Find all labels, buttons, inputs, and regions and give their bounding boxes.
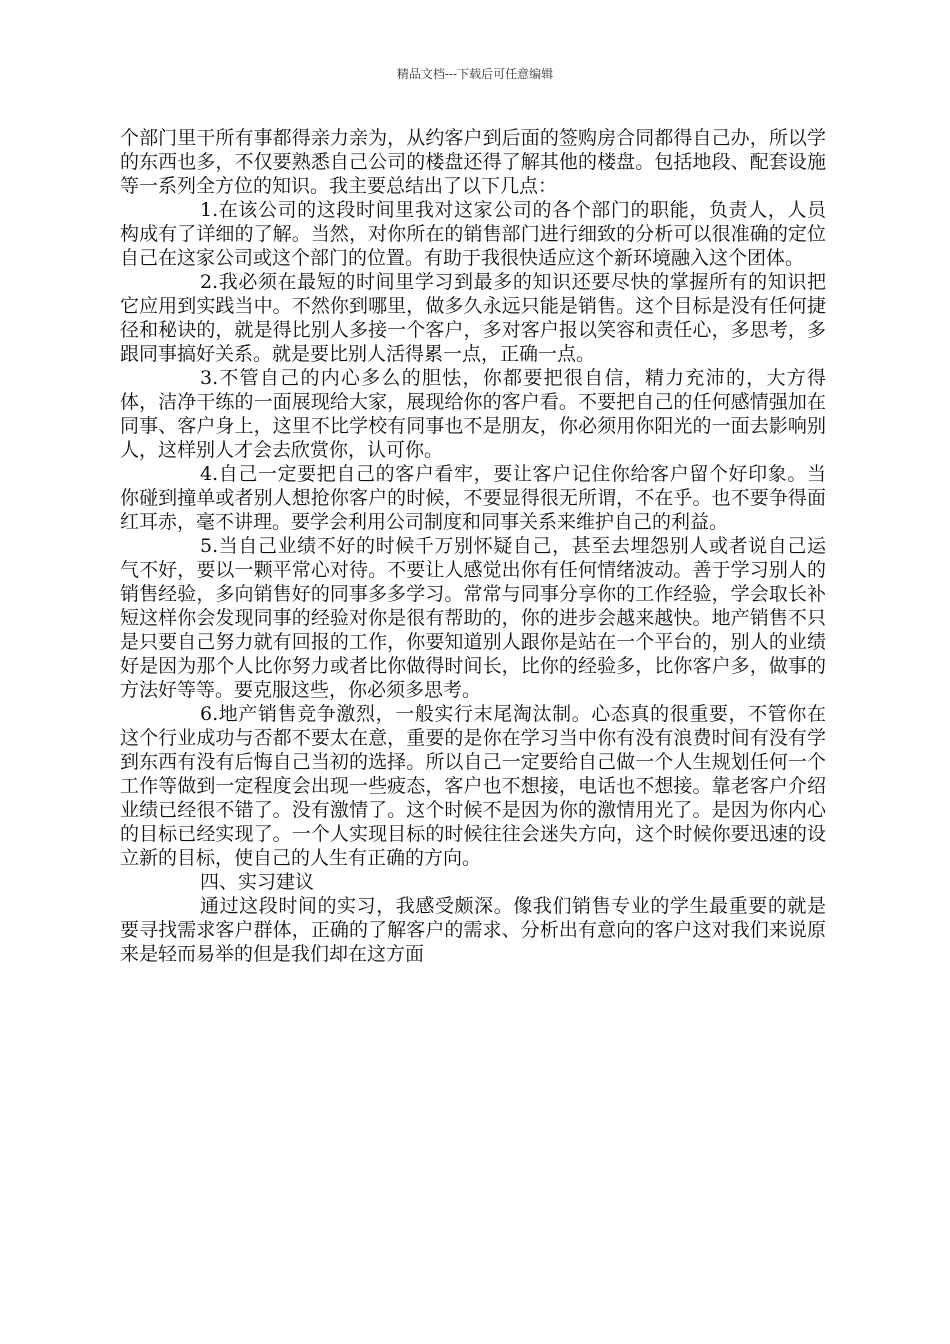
paragraph-point-3: 3.不管自己的内心多么的胆怯，你都要把很自信，精力充沛的，大方得体，洁净干练的一面展现给大家，展现给你的客户看。不要把自己的任何感情强加在同事、客户身上，这里不比学校有同事也不是朋友，你必须用你阳光的一面去影响别人，这样别人才会去欣赏你，认可你。 xyxy=(120,367,826,461)
paragraph-point-1: 1.在该公司的这段时间里我对这家公司的各个部门的职能，负责人，人员构成有了详细的了解。当然，对你所在的销售部门进行细致的分析可以很准确的定位自己在这家公司或这个部门的位置。有助于我很快适应这个新环境融入这个团体。 xyxy=(120,199,826,269)
paragraph-point-6: 6.地产销售竞争激烈，一般实行末尾淘汰制。心态真的很重要，不管你在这个行业成功与否都不要太在意，重要的是你在学习当中你有没有浪费时间有没有学到东西有没有后悔自己当初的选择。所以自己一定要给自己做一个人生规划任何一个工作等做到一定程度会出现一些疲态，客户也不想接，电话也不想接。靠老客户介绍业绩已经很不错了。没有激情了。这个时候不是因为你的激情用光了。是因为你内心的目标已经实现了。一个人实现目标的时候往往会迷失方向，这个时候你要迅速的设立新的目标，使自己的人生有正确的方向。 xyxy=(120,703,826,869)
paragraph-point-5: 5.当自己业绩不好的时候千万别怀疑自己，甚至去埋怨别人或者说自己运气不好，要以一颗平常心对待。不要让人感觉出你有任何情绪波动。善于学习别人的销售经验，多向销售好的同事多多学习。常常与同事分享你的工作经验，学会取长补短这样你会发现同事的经验对你是很有帮助的，你的进步会越来越快。地产销售不只是只要自己努力就有回报的工作，你要知道别人跟你是站在一个平台的，别人的业绩好是因为那个人比你努力或者比你做得时间长，比你的经验多，比你客户多，做事的方法好等等。要克服这些，你必须多思考。 xyxy=(120,535,826,701)
paragraph-point-4: 4.自己一定要把自己的客户看牢，要让客户记住你给客户留个好印象。当你碰到撞单或者别人想抢你客户的时候，不要显得很无所谓，不在乎。也不要争得面红耳赤，毫不讲理。要学会利用公司制度和同事关系来维护自己的利益。 xyxy=(120,463,826,533)
paragraph-point-2: 2.我必须在最短的时间里学习到最多的知识还要尽快的掌握所有的知识把它应用到实践当中。不然你到哪里，做多久永远只能是销售。这个目标是没有任何捷径和秘诀的，就是得比别人多接一个客户，多对客户报以笑容和责任心，多思考，多跟同事搞好关系。就是要比别人活得累一点，正确一点。 xyxy=(120,271,826,365)
document-body xyxy=(120,126,826,966)
paragraph-intro: 个部门里干所有事都得亲力亲为，从约客户到后面的签购房合同都得自己办，所以学的东西也多，不仅要熟悉自己公司的楼盘还得了解其他的楼盘。包括地段、配套设施等一系列全方位的知识。我主要总结出了以下几点： xyxy=(120,127,826,197)
page-header: 精品文档---下载后可任意编辑 xyxy=(396,67,554,81)
paragraph-suggestions: 通过这段时间的实习，我感受颇深。像我们销售专业的学生最重要的就是要寻找需求客户群体，正确的了解客户的需求、分析出有意向的客户这对我们来说原来是轻而易举的但是我们却在这方面 xyxy=(120,895,826,965)
section-heading-suggestions: 四、实习建议 xyxy=(200,871,315,893)
